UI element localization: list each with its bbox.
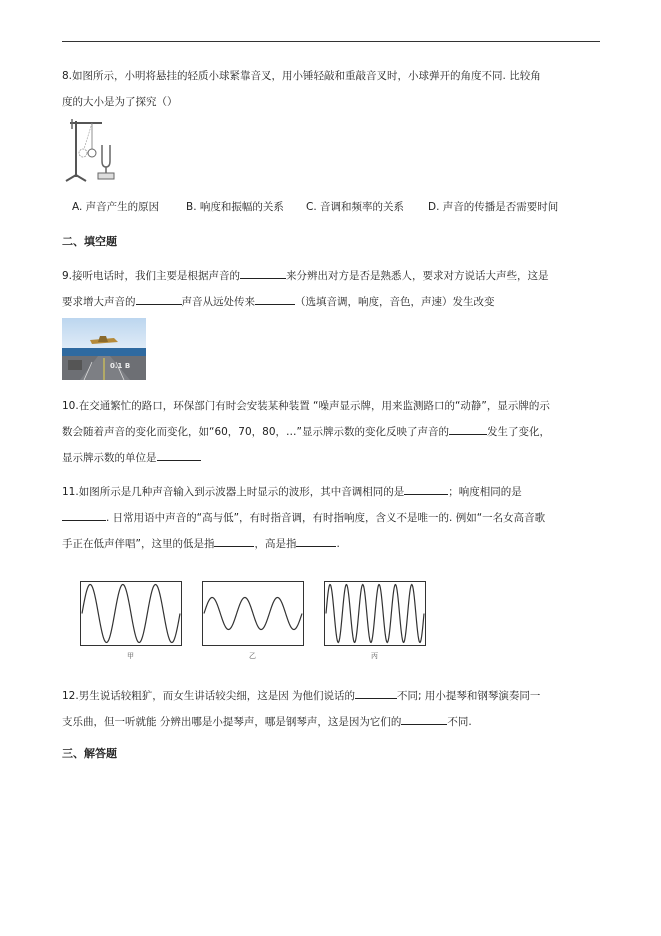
section-3-title: 三、解答题	[62, 747, 117, 760]
option-b: B. 响度和振幅的关系	[186, 201, 284, 213]
waveform-label-bing: 丙	[371, 652, 378, 660]
section-2-title: 二、填空题	[62, 235, 117, 248]
question-8-line-1: 8.如图所示，小明将悬挂的轻质小球紧靠音叉，用小锤轻敲和重敲音叉时，小球弹开的角度不同. 比较角	[62, 70, 541, 82]
waveform-bing	[324, 581, 426, 646]
deck-marking-text: 0.1 B	[110, 362, 131, 370]
question-9-line-1: 9.接听电话时，我们主要是根据声音的 来分辨出对方是否是熟悉人，要求对方说话大声些，这是	[62, 270, 549, 282]
option-d: D. 声音的传播是否需要时间	[428, 201, 559, 213]
waveform-yi	[202, 581, 304, 646]
carrier-deck-photo	[62, 318, 146, 380]
waveform-label-yi: 乙	[249, 652, 256, 660]
question-11-line-2: . 日常用语中声音的“高与低”，有时指音调，有时指响度，含义不是唯一的. 例如“一名女高音歌	[62, 505, 602, 531]
option-a: A. 声音产生的原因	[72, 201, 160, 213]
question-9-line-2: 要求增大声音的 声音从远处传来 （选填音调，响度，音色，声速）发生改变	[62, 296, 495, 308]
question-8-line-2: 度的大小是为了探究（）	[62, 96, 178, 108]
question-11-line-1: 11.如图所示是几种声音输入到示波器上时显示的波形，其中音调相同的是 ；响度相同的是	[62, 486, 522, 498]
question-10-line-1: 10.在交通繁忙的路口，环保部门有时会安装某种装置 “噪声显示牌，用来监测路口的“动静”，显示牌的示	[62, 400, 550, 412]
question-11-line-3: 手正在低声伴唱”，这里的低是指 ，高是指 .	[62, 538, 340, 550]
tuning-fork-pendulum-figure	[62, 115, 128, 187]
question-12-line-2: 支乐曲，但一听就能 分辨出哪是小提琴声，哪是钢琴声，这是因为它们的 不同.	[62, 716, 472, 728]
question-10-line-3: 显示牌示数的单位是	[62, 445, 602, 471]
header-rule	[62, 41, 600, 42]
waveform-jia	[80, 581, 182, 646]
question-12-line-1: 12.男生说话较粗犷，而女生讲话较尖细，这是因 为他们说话的 不同; 用小提琴和钢琴演奏同一	[62, 690, 541, 702]
waveform-label-jia: 甲	[127, 652, 134, 660]
option-c: C. 音调和频率的关系	[306, 201, 405, 213]
question-10-line-2: 数会随着声音的变化而变化，如“60，70，80，…”显示牌示数的变化反映了声音的 发生了变化，	[62, 426, 550, 438]
